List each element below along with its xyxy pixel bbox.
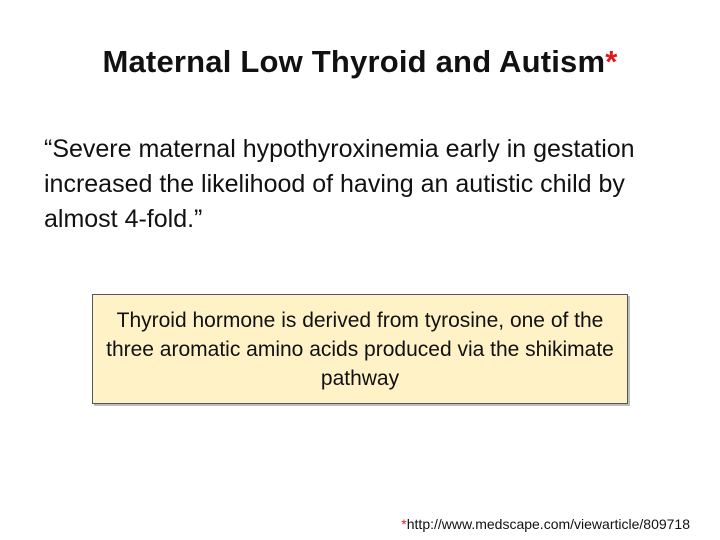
callout-box — [92, 294, 628, 404]
slide-title — [0, 44, 720, 80]
citation-link[interactable]: http://www.medscape.com/viewarticle/809718 — [406, 516, 690, 532]
callout-text: Thyroid hormone is derived from tyrosine, one of the three aromatic amino acids produced via the shikimate pathway — [106, 308, 614, 390]
quote-text: “Severe maternal hypothyroxinemia early in gestation increased the likelihood of having an autistic child by almost 4-fold.” — [44, 135, 635, 233]
citation-footnote-marker: * — [401, 516, 407, 532]
citation — [401, 516, 690, 532]
slide-title-text: Maternal Low Thyroid and Autism — [102, 44, 606, 79]
title-footnote-marker: * — [605, 44, 618, 79]
